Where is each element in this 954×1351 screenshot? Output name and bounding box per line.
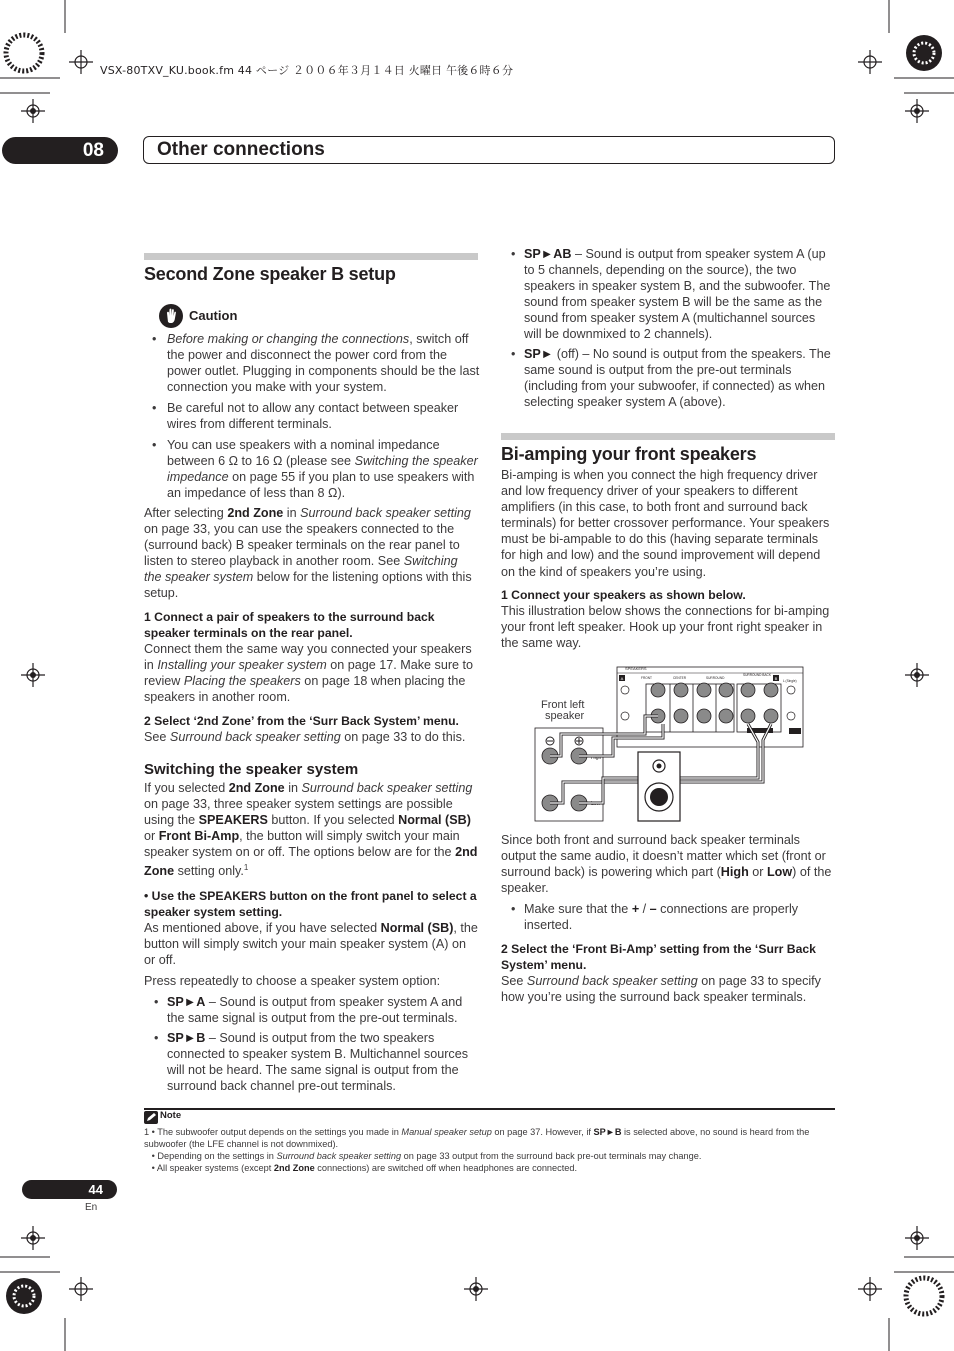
speaker-icon — [638, 752, 680, 821]
front-left-label: speaker — [545, 710, 585, 722]
caution-item: Before making or changing the connections, switch off the power and disconnect the power cord from the power outlet. Plugging in components should be the last connection you make with your system. — [167, 332, 480, 395]
step-2-title: 2 Select ‘2nd Zone’ from the ‘Surr Back System’ menu. — [144, 714, 459, 728]
intro-paragraph: After selecting 2nd Zone in Surround back speaker setting on page 33, you can use the speakers connected to the (surround back) B speaker terminals on the rear panel to listen to stereo playback in another room. See Switching the speaker system below for the listening options with this setup. — [144, 506, 472, 601]
note-pencil-icon — [144, 1111, 158, 1124]
svg-text:High: High — [591, 755, 602, 761]
front-left-label: Front left — [541, 699, 585, 711]
section-bar — [144, 253, 478, 260]
option-sp-ab: SP►AB – Sound is output from speaker system A (up to 5 channels, depending on the source), the two speakers in speaker system B, and the subwoofer. The sound from speaker system B will be the same as the sound from speaker system A (multichannel sources will be downmixed to 2 channels). — [524, 247, 831, 342]
note-line: • All speaker systems (except 2nd Zone connections) are switched off when headphones are connected. — [144, 1163, 578, 1173]
subsection-intro: If you selected 2nd Zone in Surround back speaker setting on page 33, three speaker system settings are possible using the SPEAKERS button. If you selected Normal (SB) or Front Bi-Amp, the button will simply switch your main speaker system on or off. The options below are for the 2nd Zone setting only.$^1$ — [144, 781, 478, 879]
page-number: 44 — [22, 1180, 117, 1199]
step-2-body: See Surround back speaker setting on page 33 to do this. — [144, 730, 466, 744]
biamp-bullet: Make sure that the + / – connections are properly inserted. — [524, 902, 799, 933]
svg-text:Low: Low — [591, 801, 601, 807]
chapter-number: 08 — [2, 137, 118, 164]
subsection-title: Switching the speaker system — [144, 761, 359, 778]
bullet-step-title: • Use the SPEAKERS button on the front panel to select a speaker system setting. — [144, 889, 477, 920]
biamp-step-2-body: See Surround back speaker setting on page 33 to specify how you’re using the surround back speaker terminals. — [501, 974, 821, 1005]
section-bar — [501, 433, 835, 440]
caution-item: You can use speakers with a nominal impedance between 6 Ω to 16 Ω (please see Switching the speaker impedance on page 55 if you plan to use speakers with an impedance of less than 8 Ω). — [167, 438, 478, 501]
biamp-intro: Bi-amping is when you connect the high frequency driver and low frequency driver of your speakers to different amplifiers (in this case, to both front and surround back terminals) for better crossover performance. Your speakers must be bi-ampable to do this (having separate terminals for high and low) and the sound improvement will depend on the kind of speakers you’re using. — [501, 468, 830, 579]
bullet-step-body: As mentioned above, if you have selected Normal (SB), the button will simply switch your main speaker system (A) on or off. — [144, 921, 478, 968]
svg-text:FRONT: FRONT — [641, 676, 652, 680]
file-header: VSX-80TXV_KU.book.fm 44 ページ ２００６年３月１４日 火曜日 午後６時６分 — [100, 64, 514, 77]
note-line: • Depending on the settings in Surround back speaker setting on page 33 output from the surround back pre-out terminals may change. — [144, 1151, 702, 1161]
note-label: Note — [160, 1110, 182, 1121]
biamp-step-1-title: 1 Connect your speakers as shown below. — [501, 588, 746, 602]
section-title: Second Zone speaker B setup — [144, 264, 396, 284]
note-line: 1 • The subwoofer output depends on the settings you made in Manual speaker setup on page 37. However, if SP►B is selected above, no sound is heard from the subwoofer (the LFE channel is not downmixed). — [144, 1127, 810, 1149]
note-divider — [144, 1108, 835, 1110]
step-1-title: 1 Connect a pair of speakers to the surround back speaker terminals on the rear panel. — [144, 610, 435, 641]
svg-text:SURROUND: SURROUND — [706, 676, 725, 680]
option-sp-off: SP► (off) – No sound is output from the speakers. The same sound is output from the pre-out terminals (including from your subwoofer, if connected) as when selecting speaker system A (above). — [524, 347, 831, 410]
option-sp-b: SP►B – Sound is output from the two speakers connected to speaker system B. Multichannel sources will not be heard. The same signal is output from the surround back channel pre-out terminals. — [167, 1031, 469, 1094]
option-sp-a: SP►A – Sound is output from speaker system A and the same signal is output from the pre-out terminals. — [167, 995, 463, 1026]
caution-label: Caution — [189, 308, 238, 323]
svg-text:B: B — [774, 676, 778, 681]
step-1-body: Connect them the same way you connected your speakers in Installing your speaker system on page 17. Make sure to review Placing the speakers on page 18 when placing the speakers in another room. — [144, 642, 474, 705]
caution-item: Be careful not to allow any contact between speaker wires from different terminals. — [167, 401, 459, 432]
svg-text:SPEAKERS: SPEAKERS — [625, 666, 647, 671]
press-instruction: Press repeatedly to choose a speaker system option: — [144, 974, 441, 988]
biamp-step-2-title: 2 Select the ‘Front Bi-Amp’ setting from the ‘Surr Back System’ menu. — [501, 942, 816, 973]
svg-text:L (Single): L (Single) — [783, 679, 797, 683]
chapter-title: Other connections — [157, 139, 325, 160]
language-code: En — [85, 1202, 98, 1213]
svg-text:SURROUND BACK: SURROUND BACK — [743, 673, 771, 677]
biamp-after: Since both front and surround back speaker terminals output the same audio, it doesn’t matter which set (front or surround back) is powering which part (High or Low) of the speaker. — [501, 833, 832, 896]
biamp-connection-diagram — [533, 662, 833, 822]
biamp-step-1-body: This illustration below shows the connections for bi-amping your front left speaker. Hook up your front right speaker in the same way. — [501, 604, 830, 651]
section-title: Bi-amping your front speakers — [501, 444, 757, 464]
svg-text:CENTER: CENTER — [673, 676, 687, 680]
svg-text:A: A — [620, 676, 624, 681]
caution-hand-icon — [159, 304, 183, 328]
